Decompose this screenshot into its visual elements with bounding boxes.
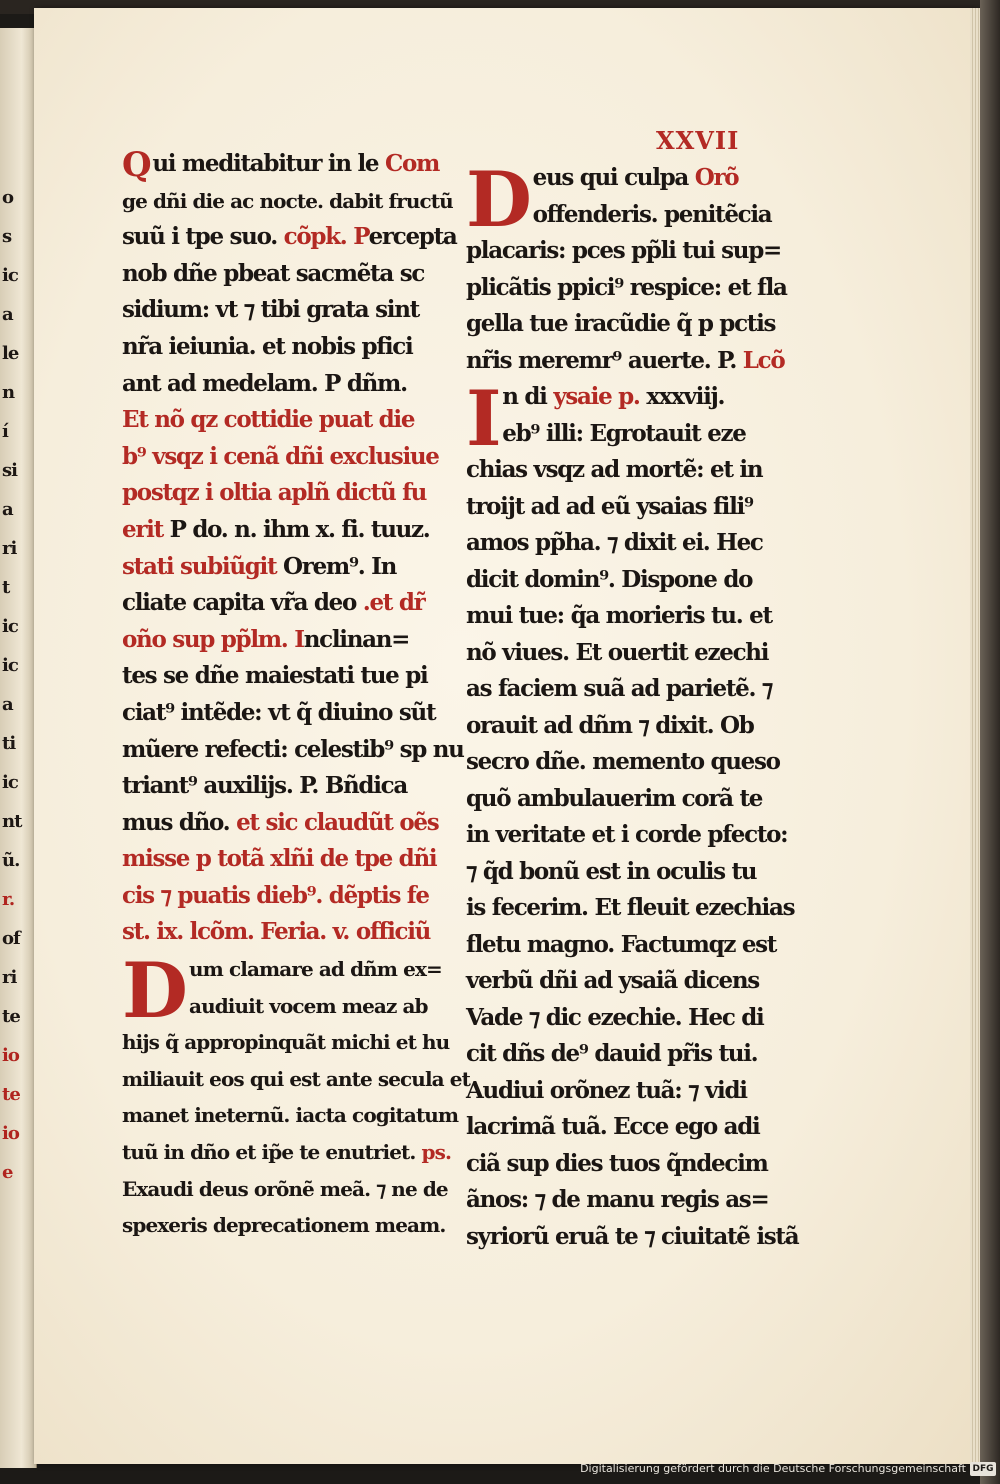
text-line <box>122 914 434 951</box>
facing-page-fragment: te <box>2 1084 20 1105</box>
rubric-text: misse p totã xlñi de tpe dñi <box>122 845 437 873</box>
facing-page-fragment: e <box>2 1162 13 1183</box>
body-text: nr̃a ieiunia. et nobis pfici <box>122 332 413 360</box>
body-text: gella tue iracũdie q̃ p pctis <box>466 310 776 337</box>
body-text: dicit domin⁹. Dispone do <box>466 565 753 593</box>
body-text: mus dño. <box>122 808 237 836</box>
text-line <box>466 525 782 562</box>
body-text: sidium: vt ⁊ tibi grata sint <box>122 296 419 324</box>
text-line <box>122 1171 448 1208</box>
text-line <box>466 233 782 270</box>
text-line <box>466 635 782 672</box>
rubric-text: erit <box>122 515 170 543</box>
body-text: ciat⁹ intẽde: vt q̃ diuino sũt <box>122 698 436 726</box>
facing-page-fragment: a <box>2 304 13 325</box>
text-line <box>466 270 787 307</box>
rubric-text: oño sup pp̃lm. <box>122 625 295 653</box>
text-line <box>122 622 434 659</box>
text-line <box>466 1146 782 1183</box>
text-line <box>122 1134 452 1171</box>
digitization-credit <box>0 1458 1000 1480</box>
text-line <box>122 878 434 915</box>
text-line <box>122 256 434 293</box>
rubric-text: Et nõ qz cottidie puat die <box>122 406 415 434</box>
body-text: troijt ad ad eũ ysaias fili⁹ <box>466 492 753 520</box>
body-text: plicãtis ppici⁹ respice: et fla <box>466 273 787 301</box>
body-text: Orem⁹. In <box>283 552 397 580</box>
body-text: ui meditabitur in le <box>152 150 385 177</box>
facing-page-fragment: ti <box>2 733 16 754</box>
text-line <box>466 817 788 854</box>
body-text: Audiui orõnez tuã: ⁊ vidi <box>466 1076 747 1104</box>
facing-page-fragment: nt <box>2 811 22 832</box>
text-line <box>122 695 434 732</box>
facing-page-fragment: ũ. <box>2 850 20 871</box>
text-line <box>122 1024 450 1061</box>
text-line <box>466 1036 782 1073</box>
text-line <box>466 781 782 818</box>
body-text: offenderis. penitẽcia <box>532 200 772 228</box>
body-text: ciã sup dies tuos q̃ndecim <box>466 1149 768 1177</box>
folio-number: XXVII <box>656 126 740 155</box>
body-text: nclinan= <box>303 625 410 653</box>
illuminated-initial: I <box>466 374 501 463</box>
body-text: mui tue: q̃a morieris tu. et <box>466 602 772 629</box>
body-text: quõ ambulauerim corã te <box>466 784 763 812</box>
right-text-column <box>466 155 799 1255</box>
body-text: chias vsqz ad mortẽ: et in <box>466 456 763 483</box>
rubric-text: Feria. v. officiũ <box>260 918 431 946</box>
body-text: nob dñe pbeat sacmẽta sc <box>122 259 425 287</box>
facing-page-fragment: o <box>2 187 14 208</box>
facing-page-fragment: le <box>2 343 19 364</box>
body-text: nr̃is meremr⁹ auerte. P. <box>466 346 743 374</box>
text-line <box>466 963 782 1000</box>
text-line <box>466 416 782 453</box>
text-line <box>122 439 439 476</box>
text-line <box>466 343 785 380</box>
body-text: fletu magno. Factumqz est <box>466 930 777 958</box>
text-line <box>466 306 782 343</box>
body-text: Exaudi deus orõnẽ meã. ⁊ ne de <box>122 1176 448 1201</box>
text-line <box>122 183 453 220</box>
body-text: tuũ in dño et ip̃e te enutriet. <box>122 1140 422 1165</box>
body-text: in veritate et i corde pfecto: <box>466 821 788 848</box>
rubric-text: Com <box>384 150 440 177</box>
rubric-text: postqz i oltia aplñ dictũ fu <box>122 479 427 507</box>
body-text: placaris: pces pp̃li tui sup= <box>466 237 781 264</box>
book-binding <box>980 0 1000 1484</box>
rubric-text: Orõ <box>694 164 739 191</box>
text-line <box>122 585 434 622</box>
body-text: lacrimã tuã. Ecce ego adi <box>466 1113 760 1140</box>
facing-page-fragment: í <box>2 421 8 442</box>
rubric-text: stati subiũgit <box>122 552 284 580</box>
body-text: as faciem suã ad parietẽ. ⁊ <box>466 675 773 702</box>
text-line <box>466 927 782 964</box>
body-text: cit dñs de⁹ dauid pr̃is tui. <box>466 1040 758 1067</box>
text-line <box>122 732 464 769</box>
facing-page-fragment: ri <box>2 967 17 988</box>
facing-page-fragment: io <box>2 1123 19 1144</box>
facing-page-fragment: s <box>2 226 12 247</box>
body-text: eus qui culpa <box>532 164 695 191</box>
rubric-text: ps. <box>421 1140 452 1165</box>
body-text: orauit ad dñm ⁊ dixit. Ob <box>466 711 754 739</box>
text-line <box>466 1000 782 1037</box>
facing-page-fragment: ic <box>2 616 18 637</box>
credit-text: Digitalisierung gefördert durch die Deutsche Forschungsgemeinschaft <box>580 1462 966 1475</box>
text-line <box>122 805 439 842</box>
body-text: triant⁹ auxilijs. P. Bñdica <box>122 772 407 800</box>
rubric-text: Lcõ <box>742 346 785 374</box>
illuminated-initial: D <box>466 155 531 244</box>
text-line <box>466 1182 782 1219</box>
facing-page-fragment: r. <box>2 889 15 910</box>
body-text: syriorũ eruã te ⁊ ciuitatẽ istã <box>466 1222 799 1250</box>
body-text: hijs q̃ appropinquãt michi et hu <box>122 1030 450 1055</box>
body-text: is fecerim. Et fleuit ezechias <box>466 894 795 921</box>
facing-page-fragment: ic <box>2 772 18 793</box>
text-line <box>122 549 434 586</box>
facing-page-fragment: t <box>2 577 10 598</box>
rubric-text: ysaie p. <box>546 383 647 410</box>
body-text: ge dñi die ac nocte. dabit fructũ <box>122 188 453 213</box>
text-line <box>466 854 782 891</box>
facing-page-fragment: te <box>2 1006 20 1027</box>
body-text: mũere refecti: celestib⁹ sp nu <box>122 735 464 763</box>
body-text: Vade ⁊ dic ezechie. Hec di <box>466 1003 764 1031</box>
body-text: cliate capita vr̃a deo <box>122 589 363 617</box>
text-line <box>466 452 782 489</box>
text-line <box>466 1073 782 1110</box>
body-text: nõ viues. Et ouertit ezechi <box>466 638 769 666</box>
facing-page-fragment: a <box>2 694 13 715</box>
body-text: ⁊ q̃d bonũ est in oculis tu <box>466 857 757 885</box>
text-line <box>466 562 782 599</box>
left-page-edge <box>0 28 37 1468</box>
text-line <box>122 1061 470 1098</box>
body-text: um clamare ad dñm ex= <box>189 957 442 982</box>
illuminated-initial: Q <box>122 145 151 185</box>
text-line <box>122 1097 459 1134</box>
rubric-text: et sic claudũt oẽs <box>236 808 439 836</box>
body-text: amos pp̃ha. ⁊ dixit ei. Hec <box>466 529 763 556</box>
body-text: tes se dñe maiestati tue pi <box>122 662 428 690</box>
text-line <box>466 744 782 781</box>
body-text: ercepta <box>368 223 457 251</box>
body-text: verbũ dñi ad ysaiã dicens <box>466 967 759 994</box>
text-line <box>122 658 434 695</box>
illuminated-initial: D <box>122 946 188 1036</box>
body-text: miliauit eos qui est ante secula et <box>122 1066 470 1091</box>
text-line <box>122 292 434 329</box>
body-text: eb⁹ illi: Egrotauit eze <box>502 419 746 447</box>
text-line <box>122 1207 446 1244</box>
body-text: n di <box>502 383 547 410</box>
facing-page-fragment: of <box>2 928 20 949</box>
facing-page-fragment: si <box>2 460 17 481</box>
rubric-text: .et dr̃ <box>362 589 425 617</box>
text-line <box>466 1109 782 1146</box>
body-text: secro dñe. memento queso <box>466 748 780 775</box>
text-line <box>466 598 782 635</box>
facing-page-fragment: n <box>2 382 15 403</box>
text-line <box>466 708 782 745</box>
facing-page-fragment: ic <box>2 265 18 286</box>
body-text: xxxviij. <box>646 383 725 410</box>
body-text: suũ i tpe suo. <box>122 223 284 251</box>
text-line <box>466 671 782 708</box>
rubric-text: st. ix. lcõm. <box>122 918 261 946</box>
text-line <box>122 219 457 256</box>
text-line <box>466 489 782 526</box>
body-text: spexeris deprecationem meam. <box>122 1213 446 1238</box>
text-line <box>122 512 434 549</box>
body-text: manet ineternũ. iacta cogitatum <box>122 1103 459 1128</box>
text-line <box>122 366 434 403</box>
dfg-logo: DFG <box>970 1462 996 1476</box>
left-text-column <box>122 145 470 1244</box>
text-line <box>466 890 795 927</box>
rubric-text: cis ⁊ puatis dieb⁹. dẽptis fe <box>122 881 429 909</box>
text-line <box>122 475 434 512</box>
text-line <box>122 768 434 805</box>
facing-page-fragment: ic <box>2 655 18 676</box>
facing-page-fragment: io <box>2 1045 19 1066</box>
text-line <box>122 402 434 439</box>
rubric-text: I <box>294 625 304 653</box>
body-text: audiuit vocem meaz ab <box>189 993 428 1018</box>
rubric-text: cõpk. P <box>283 223 369 251</box>
body-text: ant ad medelam. P dñm. <box>122 369 407 397</box>
body-text: P do. n. ihm x. fi. tuuz. <box>169 515 430 543</box>
facing-page-fragment: ri <box>2 538 17 559</box>
text-line <box>466 1219 799 1256</box>
text-line <box>122 329 434 366</box>
body-text: ãnos: ⁊ de manu regis as= <box>466 1186 769 1213</box>
text-line <box>122 145 440 185</box>
text-line <box>122 841 437 878</box>
facing-page-fragment: a <box>2 499 13 520</box>
rubric-text: b⁹ vsqz i cenã dñi exclusiue <box>122 442 439 470</box>
